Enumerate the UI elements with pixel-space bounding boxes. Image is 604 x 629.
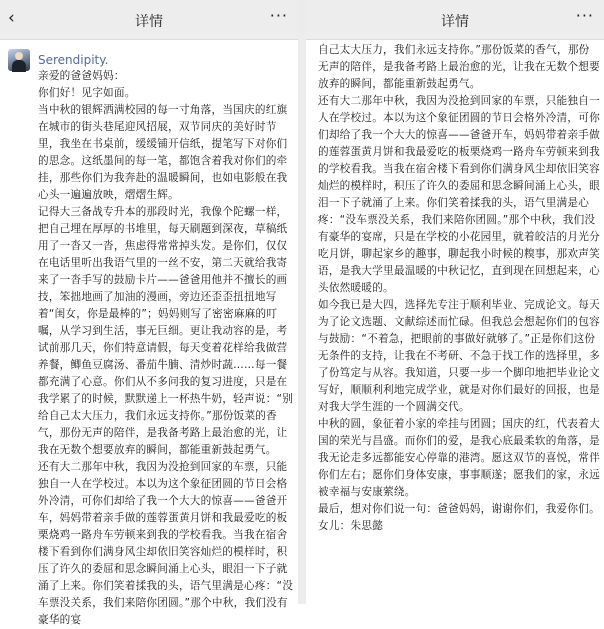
more-options-icon[interactable]: ··· xyxy=(269,6,288,25)
page-title: 详情 xyxy=(441,14,469,30)
letter-paragraph: 中秋的圆，象征着小家的牵挂与团圆；国庆的红，代表着大国的荣光与昌盛。而你们的爱，是我心底最柔软的角落，是我无论走多远都能安心停靠的港湾。愿这双节的喜悦，常伴你们左右；愿你们身体安康，事事顺遂；愿我们的家，永远被幸福与安康萦绕。 xyxy=(318,418,600,498)
author-profile xyxy=(0,40,298,70)
letter-greeting: 亲爱的爸爸妈妈： xyxy=(38,70,125,82)
letter-paragraph: 当中秋的银辉洒满校园的每一寸角落，当国庆的红旗在城市的街头巷尾迎风招展，双节同庆的美好时节里，我坐在书桌前，缓缓铺开信纸，提笔写下对你们的思念。这纸墨间的每一笔，都饱含着我对你们的牵挂，那些你们为我奔赴的温暖瞬间，也如电影般在我心头一遍遍放映，熠熠生辉。 xyxy=(38,104,288,201)
letter-paragraph: 如今我已是大四，选择先专注于顺利毕业、完成论文。每天为了论文选题、文献综述而忙碌。但我总会想起你们的包容与鼓励：“不着急，把眼前的事做好就够了。”正是你们这份无条件的支持，让我在不考研、不急于找工作的选择里，多了份笃定与从容。我知道，只要一步一个脚印地把毕业论文写好，顺顺利利地完成学业，就是对你们最好的回报，也是对我大学生涯的一个圆满交代。 xyxy=(318,299,600,413)
back-arrow-icon[interactable]: ‹ xyxy=(8,8,15,28)
letter-paragraph: 还有大二那年中秋，我因为没抢到回家的车票，只能独自一人在学校过。本以为这个象征团圆的节日会格外冷清，可你们却给了我一个大大的惊喜——爸爸开车，妈妈带着亲手做的莲蓉蛋黄月饼和我最爱吃的板栗烧鸡一路舟车劳顿来到我的学校看我。当我在宿舍楼下看到你们满身风尘却依旧笑容灿烂的模样时，积压了许久的委屈和思念瞬间涌上心头，眼泪一下子就涌了上来。你们笑着揉我的头，语气里满是心疼：“没车票没关系，我们来陪你团圆。”那个中秋，我们没有豪华的宴席，只是在学校的小花园里，就着皎洁的月光分吃月饼，聊起家乡的趣事，聊起我小时候的糗事，那欢声笑语，是我大学里最温暖的中秋记忆，直到现在回想起来，心头依然暖暖的。 xyxy=(318,95,600,294)
left-navigation-bar xyxy=(0,0,298,40)
letter-body-left xyxy=(38,68,296,629)
panel-divider xyxy=(298,0,306,604)
letter-paragraph: 还有大二那年中秋，我因为没抢到回家的车票，只能独自一人在学校过。本以为这个象征团圆的节日会格外冷清，可你们却给了我一个大大的惊喜——爸爸开车，妈妈带着亲手做的莲蓉蛋黄月饼和我最爱吃的板栗烧鸡一路舟车劳顿来到我的学校看我。当我在宿舍楼下看到你们满身风尘却依旧笑容灿烂的模样时，积压了许久的委屈和思念瞬间涌上心头，眼泪一下子就涌了上来。你们笑着揉我的头，语气里满是心疼：“没车票没关系，我们来陪你团圆。”那个中秋，我们没有豪华的宴 xyxy=(38,461,294,626)
right-navigation-bar xyxy=(306,0,604,40)
more-options-icon[interactable]: ··· xyxy=(575,6,594,25)
letter-signature: 女儿：朱思懿 xyxy=(318,520,384,532)
page-title: 详情 xyxy=(135,14,163,30)
avatar-body-shape xyxy=(12,60,26,72)
avatar[interactable] xyxy=(8,49,30,71)
avatar-head-shape xyxy=(15,52,23,60)
letter-paragraph: 你们好！见字如面。 xyxy=(38,87,136,99)
right-screenshot xyxy=(306,0,604,604)
letter-paragraph: 自己太大压力，我们永远支持你。”那份饭菜的香气，那份无声的陪伴，是我备考路上最治愈的光，让我在无数个想要放弃的瞬间，都能重新鼓起勇气。 xyxy=(318,44,600,90)
author-name[interactable]: Serendipity. xyxy=(38,53,109,67)
letter-closing: 最后，想对你们说一句：爸爸妈妈，谢谢你们，我爱你们。 xyxy=(318,503,600,515)
left-screenshot xyxy=(0,0,298,626)
letter-body-right xyxy=(318,42,600,535)
letter-paragraph: 记得大三备战专升本的那段时光，我像个陀螺一样，把自己埋在厚厚的书堆里，每天刷题到深夜，草稿纸用了一沓又一沓，焦虑得常常掉头发。是你们，仅仅在电话里听出我语气里的一丝不安，第二天就给我寄来了一沓手写的鼓励卡片——爸爸用他并不擅长的画技，笨拙地画了加油的漫画，旁边还歪歪扭扭地写着“闺女，你是最棒的”；妈妈则写了密密麻麻的叮嘱，从学习到生活，事无巨细。更让我动容的是，考试前那几天，你们特意请假，每天变着花样给我做营养餐，鲫鱼豆腐汤、番茄牛腩、清炒时蔬……每一餐都充满了心意。你们从不多问我的复习进度，只是在我学累了的时候，默默递上一杯热牛奶，轻声说：“别给自己太大压力，我们永远支持你。”那份饭菜的香气，那份无声的陪伴，是我备考路上最治愈的光，让我在无数个想要放弃的瞬间，都能重新鼓起勇气。 xyxy=(38,206,294,456)
